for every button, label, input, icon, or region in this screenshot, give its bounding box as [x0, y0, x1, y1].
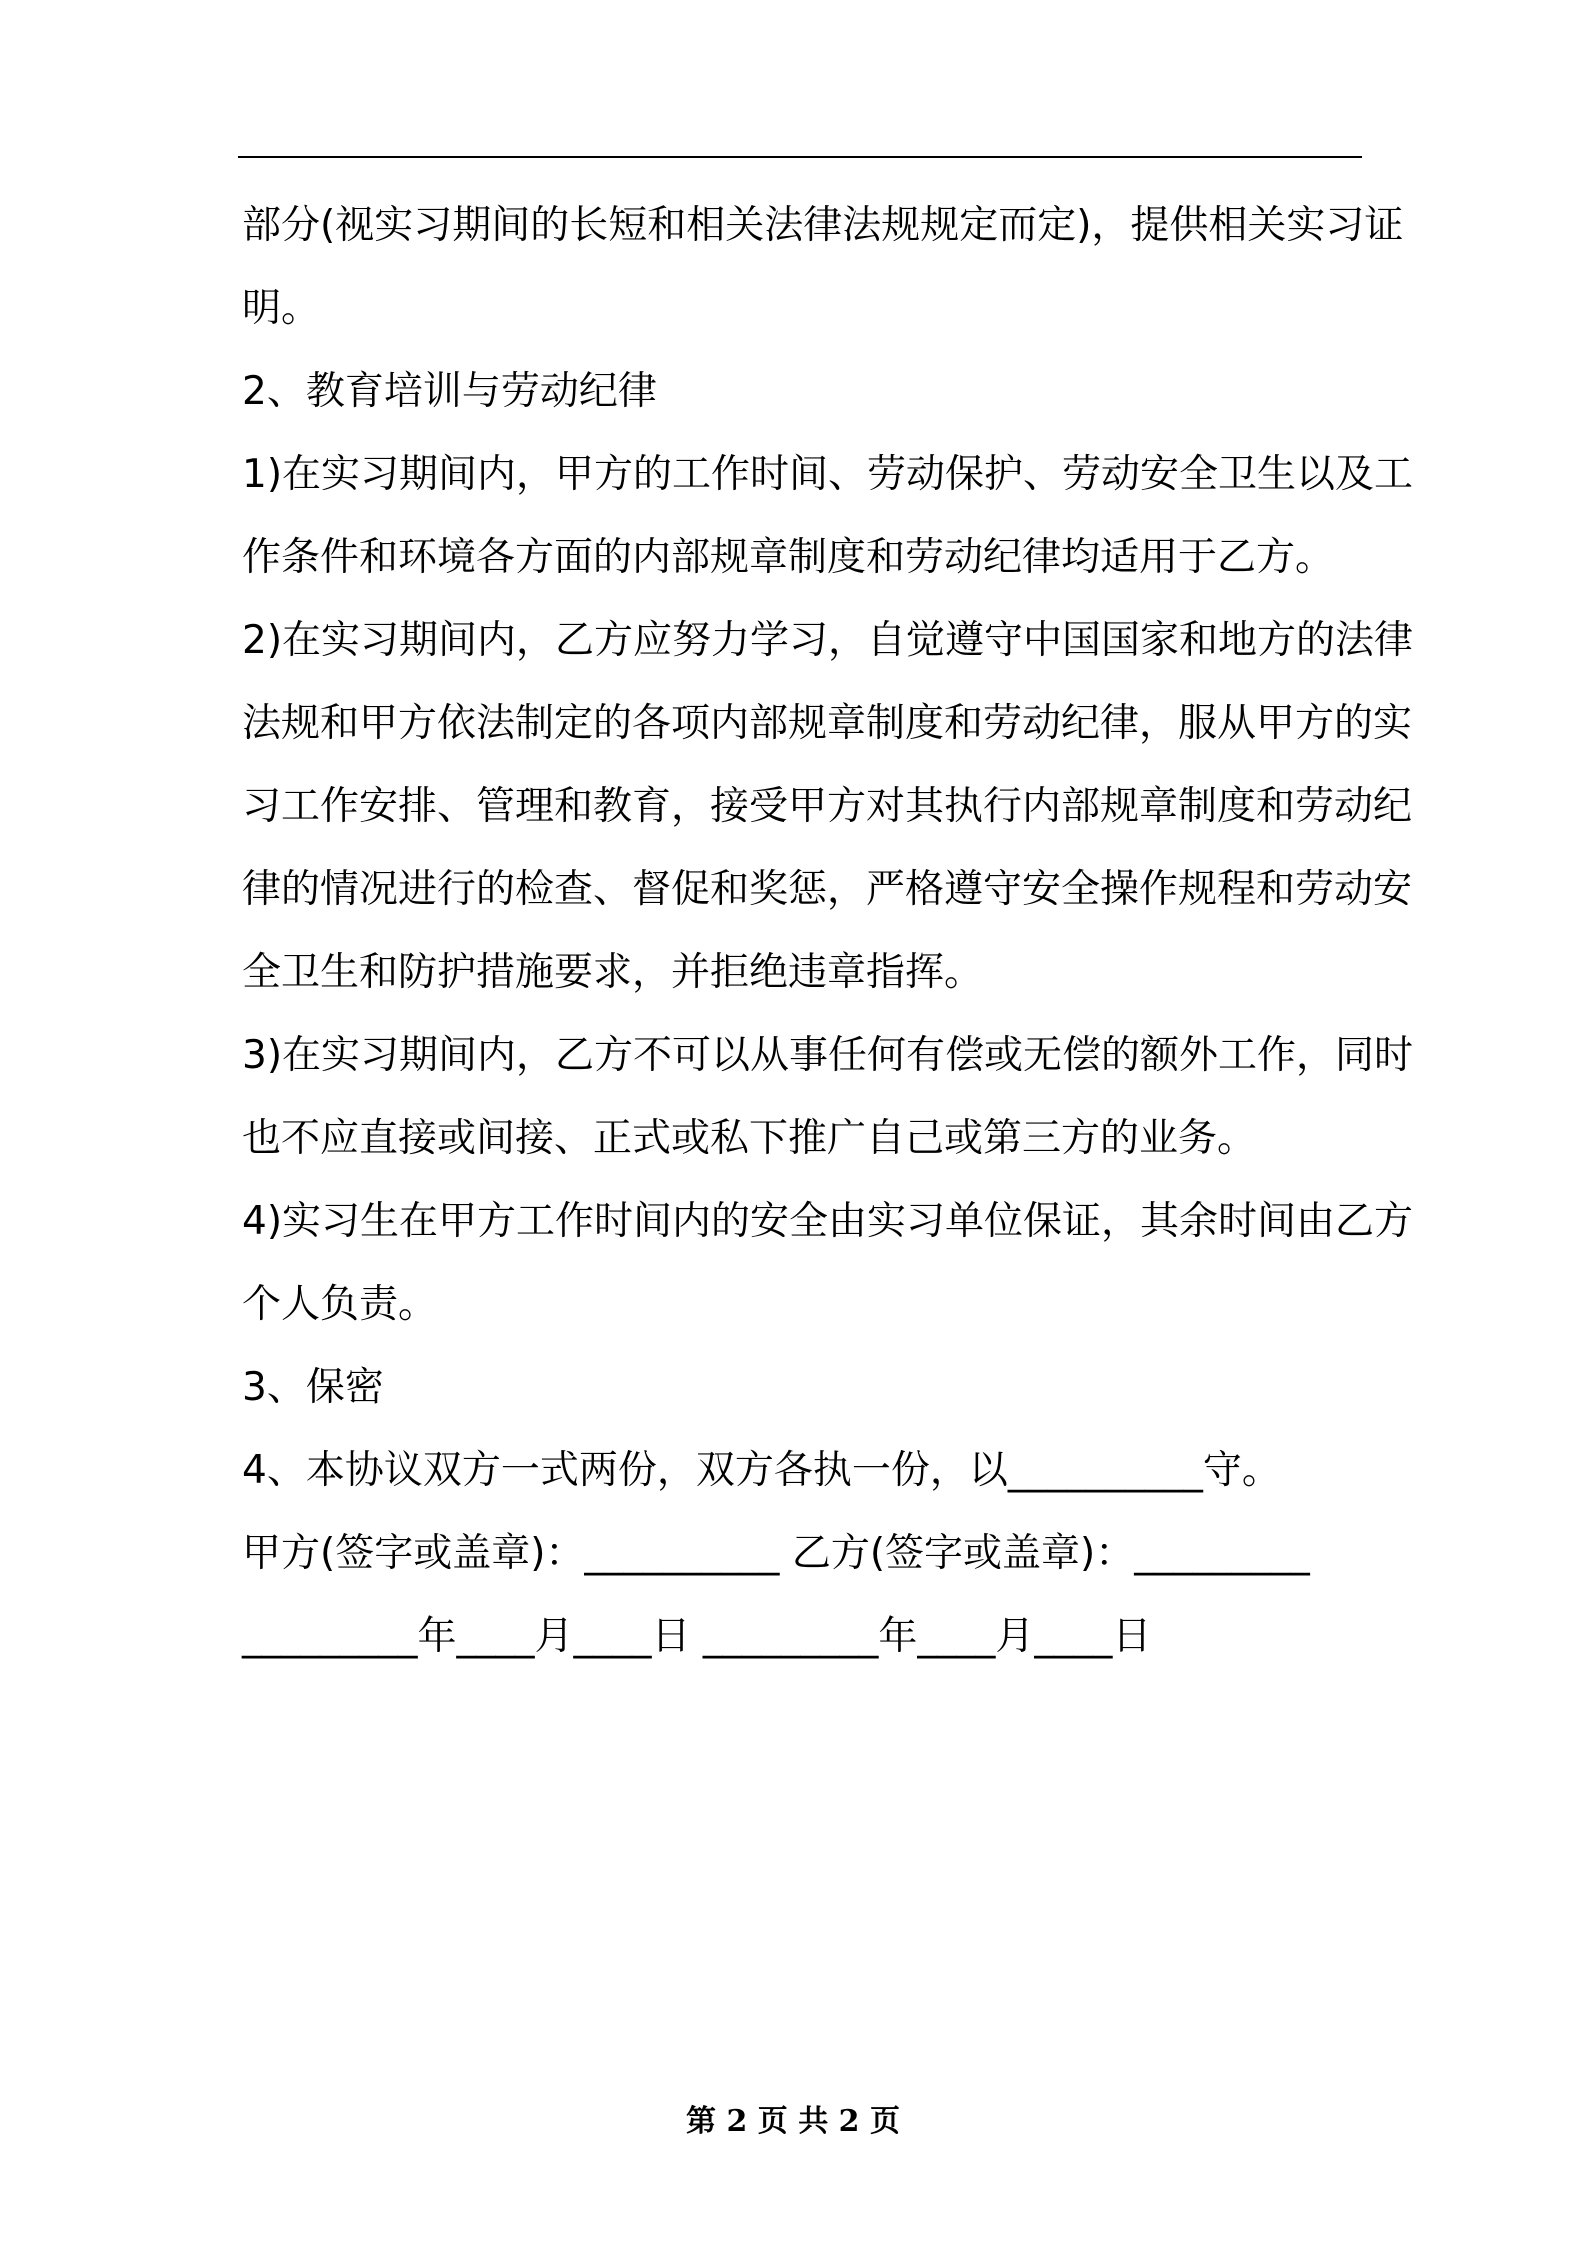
- text-line: 明。: [242, 286, 321, 331]
- text-line: 作条件和环境各方面的内部规章制度和劳动纪律均适用于乙方。: [242, 535, 1335, 580]
- text-line: 法规和甲方依法制定的各项内部规章制度和劳动纪律，服从甲方的实: [242, 701, 1413, 746]
- text-line: 4、本协议双方一式两份，双方各执一份，以__________守。: [242, 1448, 1281, 1493]
- text-line: 全卫生和防护措施要求，并拒绝违章指挥。: [242, 950, 984, 995]
- text-line: 也不应直接或间接、正式或私下推广自己或第三方的业务。: [242, 1116, 1257, 1161]
- text-line: 4)实习生在甲方工作时间内的安全由实习单位保证，其余时间由乙方: [242, 1199, 1414, 1244]
- signature-line: 甲方(签字或盖章)：__________ 乙方(签字或盖章)：_________: [242, 1531, 1310, 1576]
- text-line: 习工作安排、管理和教育，接受甲方对其执行内部规章制度和劳动纪: [242, 784, 1413, 829]
- text-line: 3)在实习期间内，乙方不可以从事任何有偿或无偿的额外工作，同时: [242, 1033, 1414, 1078]
- text-line: 个人负责。: [242, 1282, 438, 1327]
- date-line: _________年____月____日 _________年____月____日: [242, 1614, 1152, 1659]
- section-heading: 2、教育培训与劳动纪律: [242, 369, 657, 414]
- section-heading: 3、保密: [242, 1365, 384, 1410]
- text-line: 律的情况进行的检查、督促和奖惩，严格遵守安全操作规程和劳动安: [242, 867, 1413, 912]
- text-line: 1)在实习期间内，甲方的工作时间、劳动保护、劳动安全卫生以及工: [242, 452, 1414, 497]
- page-number: 第 2 页 共 2 页: [686, 2104, 900, 2139]
- text-line: 2)在实习期间内，乙方应努力学习，自觉遵守中国国家和地方的法律: [242, 618, 1414, 663]
- header-rule: [238, 156, 1362, 158]
- text-line: 部分(视实习期间的长短和相关法律法规规定而定)，提供相关实习证: [242, 203, 1404, 248]
